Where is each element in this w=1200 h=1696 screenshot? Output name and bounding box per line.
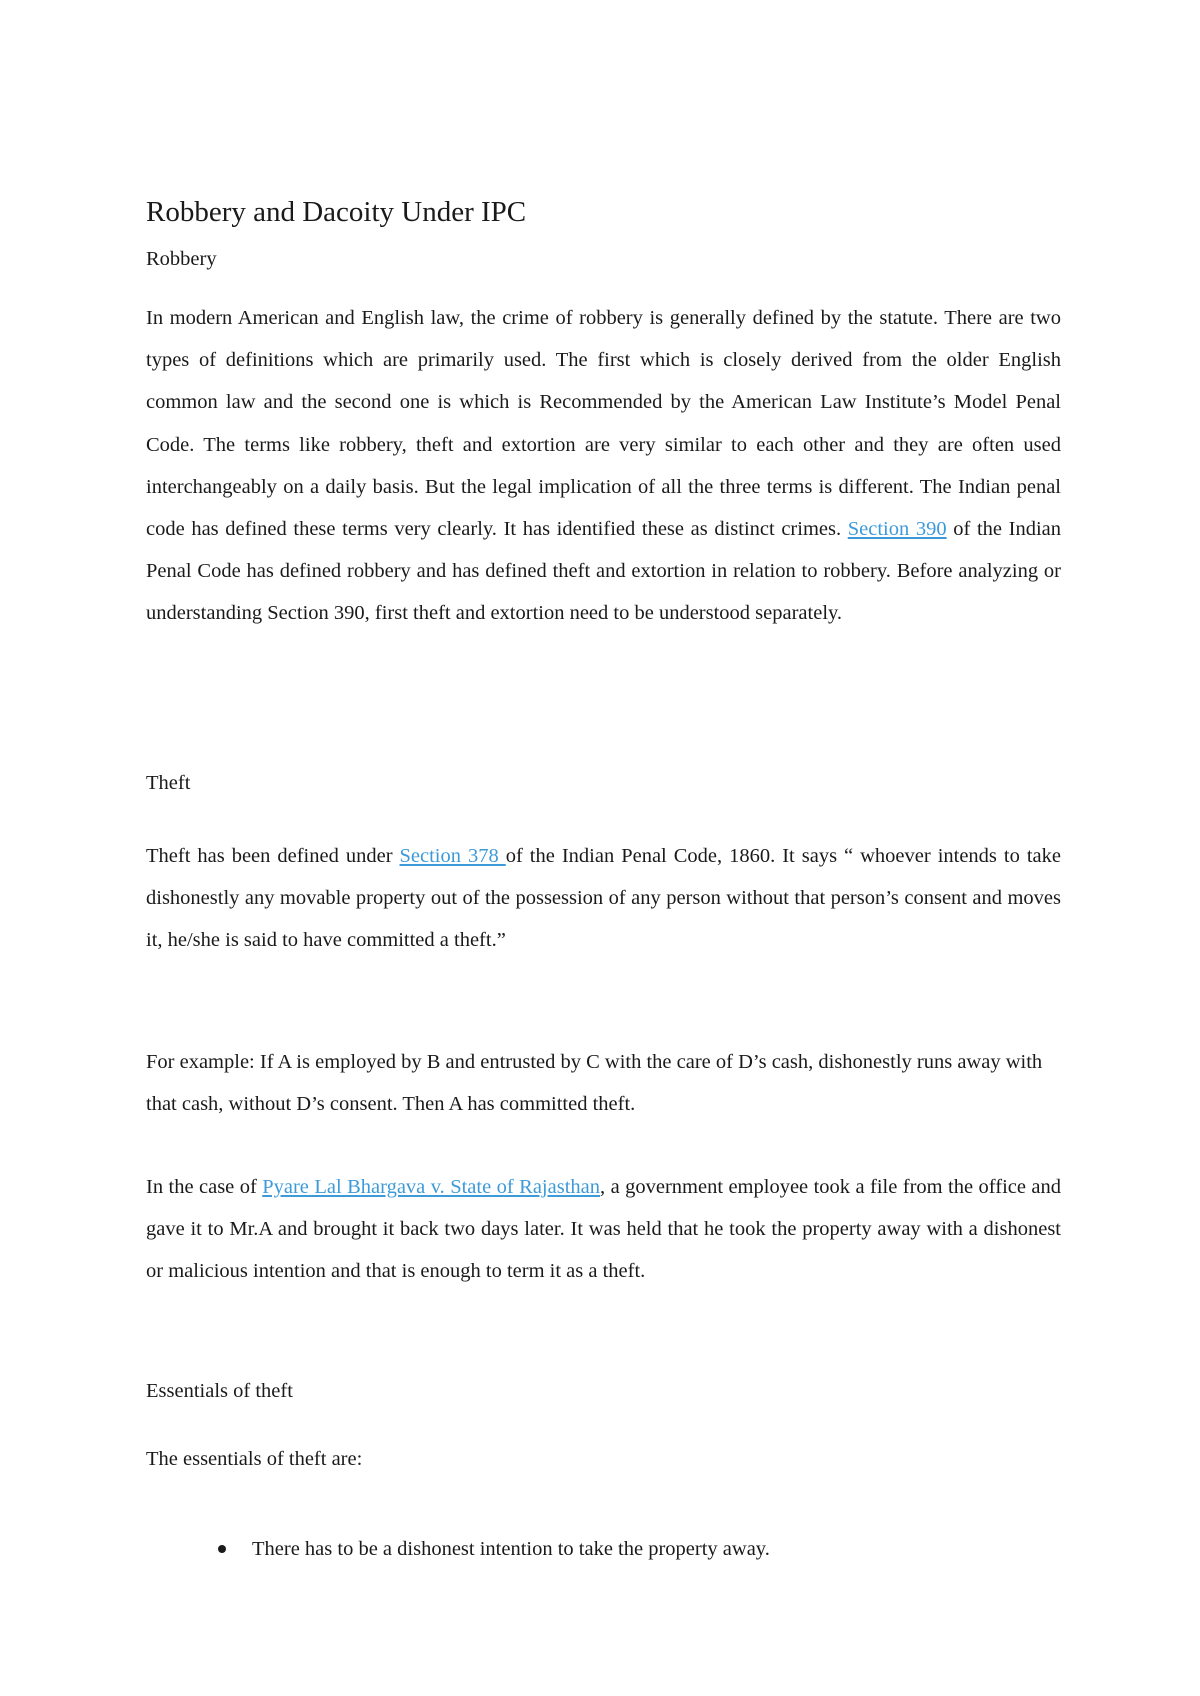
bullet-icon — [218, 1545, 226, 1553]
case-law-text-end: , a government employee took a file from the office and gave it to Mr.A and brought it back two days later. It was held that he took the property away with a dishonest or malicious intention and that is enough to term it as a theft. — [146, 1176, 1061, 1283]
section-heading-essentials: Essentials of theft — [146, 1380, 293, 1402]
section-378-link[interactable]: Section 378 — [399, 845, 506, 867]
theft-definition-paragraph — [146, 835, 1061, 962]
robbery-paragraph-text-end: of the Indian Penal Code has defined robbery and has defined theft and extortion in relation to robbery. Before analyzing or understanding Section 390, first theft and extortion need to be understood separately. — [146, 518, 1061, 625]
essentials-intro: The essentials of theft are: — [146, 1448, 363, 1470]
theft-definition-text-start: Theft has been defined under — [146, 845, 400, 867]
section-390-link[interactable]: Section 390 — [847, 518, 947, 541]
list-item-text: There has to be a dishonest intention to take the property away. — [252, 1538, 770, 1560]
robbery-paragraph — [146, 297, 1061, 635]
case-law-text-start: In the case of — [146, 1176, 263, 1198]
case-law-paragraph — [146, 1166, 1061, 1293]
document-title: Robbery and Dacoity Under IPC — [146, 196, 527, 228]
pyare-lal-case-link[interactable]: Pyare Lal Bhargava v. State of Rajasthan — [262, 1176, 600, 1198]
theft-example-paragraph: For example: If A is employed by B and entrusted by C with the care of D’s cash, dishonestly runs away with that cash, without D’s consent. Then A has committed theft. — [146, 1051, 1043, 1116]
section-heading-robbery: Robbery — [146, 248, 217, 270]
section-heading-theft: Theft — [146, 772, 191, 794]
list-item — [146, 1534, 1061, 1564]
theft-definition-text-end: of the Indian Penal Code, 1860. It says “ whoever intends to take dishonestly any movable property out of the possession of any person without that person’s consent and moves it, he/she is said to have committed a theft.” — [146, 845, 1061, 952]
robbery-paragraph-text-start: In modern American and English law, the crime of robbery is generally defined by the statute. There are two types of definitions which are primarily used. The first which is closely derived from the older English common law and the second one is which is Recommended by the American Law Institute’s Model Penal Code. The terms like robbery, theft and extortion are very similar to each other and they are often used interchangeably on a daily basis. But the legal implication of all the three terms is different. The Indian penal code has defined these terms very clearly. It has identified these as distinct crimes. — [146, 307, 1061, 541]
essentials-list — [146, 1534, 1061, 1564]
